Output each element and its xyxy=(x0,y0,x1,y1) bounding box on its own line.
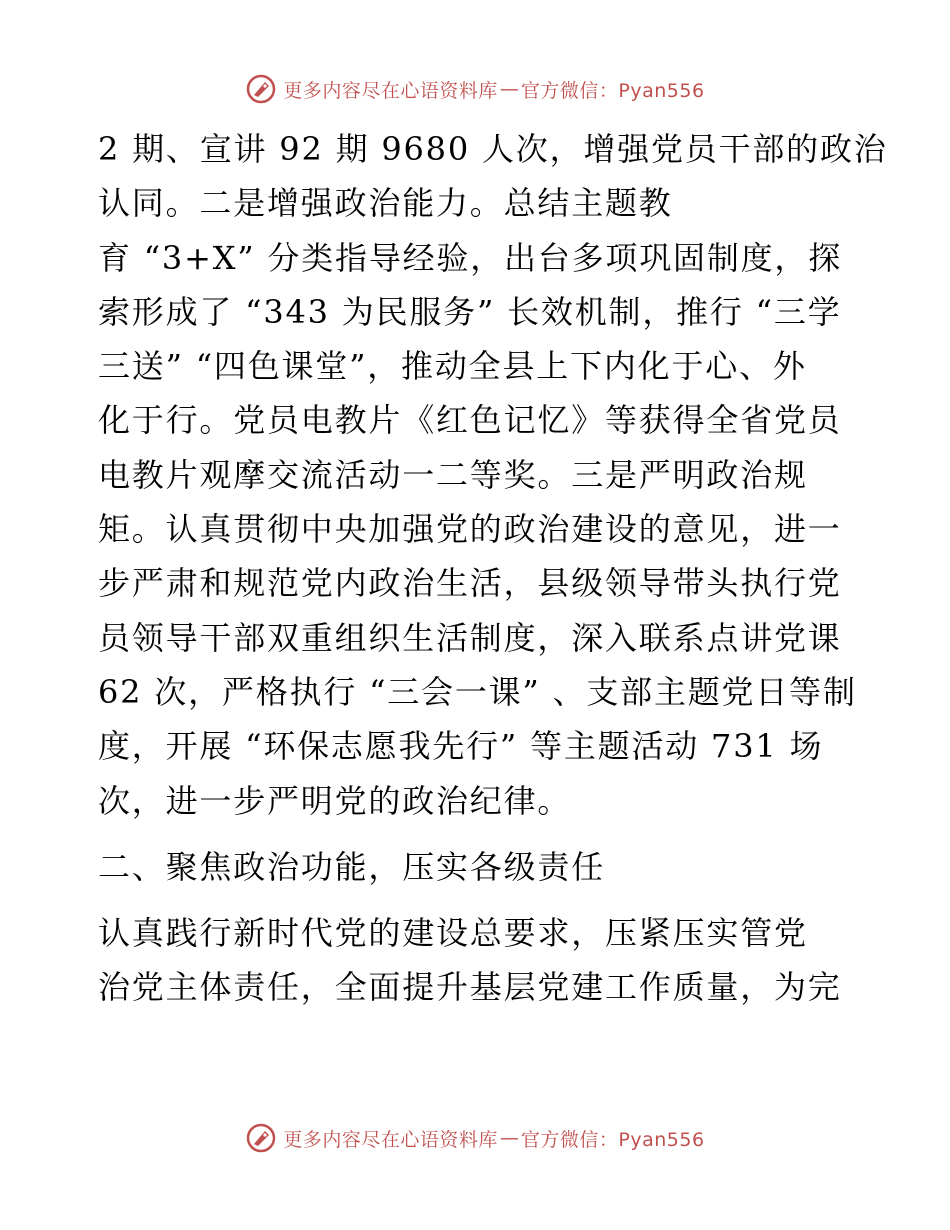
section-heading: 二、聚焦政治功能，压实各级责任 xyxy=(98,847,606,886)
header-watermark xyxy=(0,69,950,109)
watermark-contact-text: 官方微信：Pyan556 xyxy=(520,1128,705,1151)
body-line: 步严肃和规范党内政治生活，县级领导带头执行党 xyxy=(98,564,842,603)
body-line: 化于行。党员电教片《红色记忆》等获得全省党员 xyxy=(98,401,842,440)
pen-nib-logo-icon xyxy=(245,1122,277,1154)
body-line: 62 次，严格执行 “三会一课” 、支部主题党日等制 xyxy=(98,672,857,711)
body-line: 电教片观摩交流活动一二等奖。三是严明政治规 xyxy=(98,455,808,494)
body-line: 认同。二是增强政治能力。总结主题教 xyxy=(98,184,673,223)
body-line: 育 “3+X” 分类指导经验，出台多项巩固制度，探 xyxy=(98,238,843,277)
footer-watermark xyxy=(0,1118,950,1158)
body-line: 次，进一步严明党的政治纪律。 xyxy=(98,781,572,820)
body-line: 2 期、宣讲 92 期 9680 人次，增强党员干部的政治 xyxy=(98,130,888,168)
body-line: 三送” “四色课堂”，推动全县上下内化于心、外 xyxy=(98,347,807,386)
watermark-brand-text: 更多内容尽在心语资料库 xyxy=(283,79,498,102)
watermark-separator: — xyxy=(499,1127,519,1149)
watermark-brand-text: 更多内容尽在心语资料库 xyxy=(283,1128,498,1151)
watermark-contact-text: 官方微信：Pyan556 xyxy=(520,79,705,102)
body-line: 矩。认真贯彻中央加强党的政治建设的意见，进一 xyxy=(98,510,842,549)
body-line: 索形成了 “343 为民服务” 长效机制，推行 “三学 xyxy=(98,292,842,331)
body-line: 认真践行新时代党的建设总要求，压紧压实管党 xyxy=(98,914,808,953)
body-line: 度，开展 “环保志愿我先行” 等主题活动 731 场 xyxy=(98,727,824,766)
pen-nib-logo-icon xyxy=(245,73,277,105)
document-body xyxy=(98,122,888,1015)
body-line: 治党主体责任，全面提升基层党建工作质量，为完 xyxy=(98,968,842,1007)
body-line: 员领导干部双重组织生活制度，深入联系点讲党课 xyxy=(98,618,842,657)
watermark-separator: — xyxy=(499,78,519,100)
